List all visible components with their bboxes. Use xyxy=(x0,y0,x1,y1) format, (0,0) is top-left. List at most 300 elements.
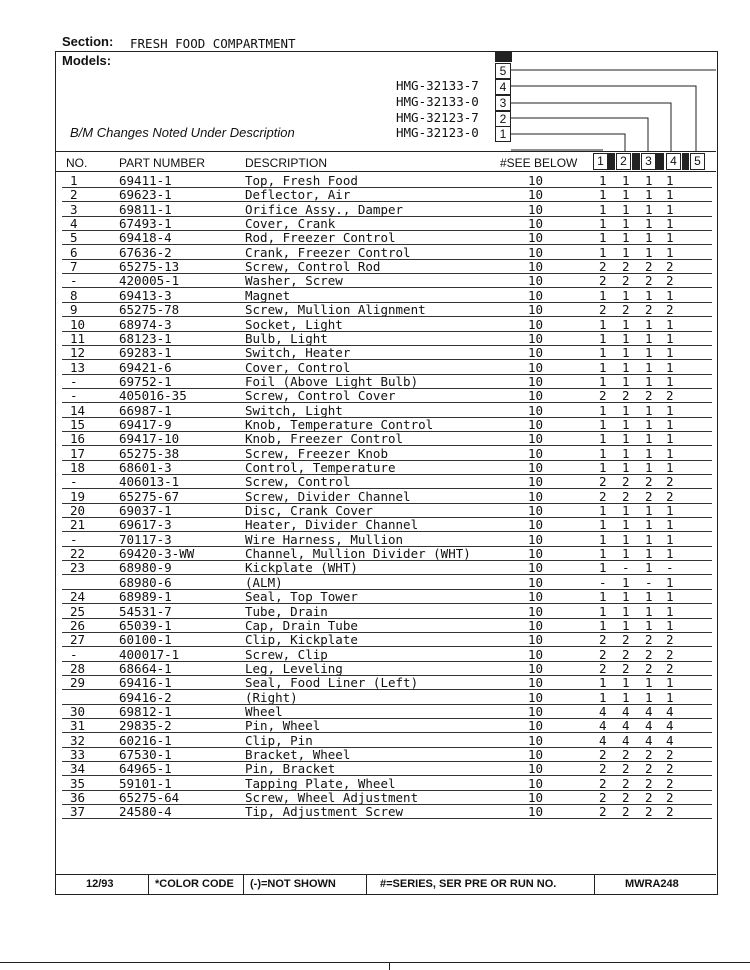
row-qty-model-1: 1 xyxy=(599,316,607,332)
row-qty-model-1: 1 xyxy=(599,187,607,203)
table-row xyxy=(0,762,750,776)
page-bottom-rule xyxy=(0,962,750,963)
row-part-number: 54531-7 xyxy=(119,603,172,619)
row-part-number: 67493-1 xyxy=(119,216,172,232)
row-no: 15 xyxy=(70,416,86,432)
table-row xyxy=(0,389,750,403)
row-qty-model-1: 2 xyxy=(599,474,607,490)
row-qty-model-4: 1 xyxy=(666,345,674,361)
table-row xyxy=(0,231,750,245)
row-qty-model-3: 2 xyxy=(645,632,653,648)
table-row xyxy=(0,274,750,288)
row-description: Seal, Food Liner (Left) xyxy=(245,675,419,691)
model-box-2: 2 xyxy=(495,111,511,127)
row-see-below: 10 xyxy=(528,761,544,777)
row-part-number: 66987-1 xyxy=(119,402,172,418)
table-row xyxy=(0,805,750,819)
row-qty-model-2: 1 xyxy=(622,416,630,432)
row-qty-model-2: 2 xyxy=(622,775,630,791)
row-part-number: 65275-13 xyxy=(119,259,180,275)
row-qty-model-3: 2 xyxy=(645,804,653,820)
table-row xyxy=(0,605,750,619)
row-qty-model-3: 4 xyxy=(645,718,653,734)
row-qty-model-4: - xyxy=(666,560,674,576)
row-qty-model-1: 2 xyxy=(599,660,607,676)
row-see-below: 10 xyxy=(528,603,544,619)
row-qty-model-2: 1 xyxy=(622,244,630,260)
row-see-below: 10 xyxy=(528,287,544,303)
row-see-below: 10 xyxy=(528,259,544,275)
row-description: Screw, Wheel Adjustment xyxy=(245,790,419,806)
table-row xyxy=(0,432,750,446)
table-row xyxy=(0,332,750,346)
row-no: 11 xyxy=(70,330,86,346)
footer-date: 12/93 xyxy=(86,878,114,890)
row-qty-model-4: 2 xyxy=(666,474,674,490)
row-qty-model-1: 1 xyxy=(599,431,607,447)
row-qty-model-2: 4 xyxy=(622,703,630,719)
row-part-number: 60100-1 xyxy=(119,632,172,648)
table-row xyxy=(0,791,750,805)
row-description: Wire Harness, Mullion xyxy=(245,531,404,547)
table-row xyxy=(0,619,750,633)
row-no: 12 xyxy=(70,345,86,361)
row-no: 16 xyxy=(70,431,86,447)
table-row xyxy=(0,504,750,518)
table-row xyxy=(0,174,750,188)
row-no: - xyxy=(70,388,78,404)
row-qty-model-4: 1 xyxy=(666,503,674,519)
row-no: 13 xyxy=(70,359,86,375)
row-part-number: 69413-3 xyxy=(119,287,172,303)
row-description: Socket, Light xyxy=(245,316,343,332)
row-qty-model-2: 1 xyxy=(622,546,630,562)
header-divider-block xyxy=(656,153,664,170)
row-qty-model-3: - xyxy=(645,574,653,590)
row-see-below: 10 xyxy=(528,689,544,705)
row-qty-model-4: 1 xyxy=(666,373,674,389)
row-qty-model-2: 2 xyxy=(622,488,630,504)
row-see-below: 10 xyxy=(528,402,544,418)
model-name: HMG-32133-0 xyxy=(396,94,479,109)
row-qty-model-2: 2 xyxy=(622,259,630,275)
row-qty-model-2: 4 xyxy=(622,718,630,734)
row-qty-model-3: 1 xyxy=(645,546,653,562)
row-see-below: 10 xyxy=(528,718,544,734)
row-qty-model-3: 1 xyxy=(645,173,653,188)
table-row xyxy=(0,217,750,231)
row-qty-model-3: 1 xyxy=(645,689,653,705)
row-qty-model-2: 1 xyxy=(622,675,630,691)
row-qty-model-3: 1 xyxy=(645,287,653,303)
table-row xyxy=(0,590,750,604)
row-no: 25 xyxy=(70,603,86,619)
row-no: 21 xyxy=(70,517,86,533)
row-description: Screw, Control Cover xyxy=(245,388,396,404)
footer-color-code: *COLOR CODE xyxy=(155,878,234,890)
row-qty-model-1: 1 xyxy=(599,560,607,576)
row-qty-model-2: 1 xyxy=(622,373,630,389)
model-box-5: 5 xyxy=(495,63,511,79)
row-qty-model-2: 1 xyxy=(622,517,630,533)
row-qty-model-1: 1 xyxy=(599,517,607,533)
model-name: HMG-32123-7 xyxy=(396,110,479,125)
row-qty-model-2: 1 xyxy=(622,316,630,332)
row-qty-model-3: 2 xyxy=(645,775,653,791)
row-no: 3 xyxy=(70,201,78,217)
row-qty-model-1: 2 xyxy=(599,488,607,504)
row-see-below: 10 xyxy=(528,388,544,404)
row-see-below: 10 xyxy=(528,173,544,188)
row-part-number: 69420-3-WW xyxy=(119,546,195,562)
row-qty-model-1: 2 xyxy=(599,775,607,791)
row-qty-model-1: 2 xyxy=(599,273,607,289)
bm-note: B/M Changes Noted Under Description xyxy=(70,125,295,140)
row-qty-model-1: 1 xyxy=(599,460,607,475)
row-description: Channel, Mullion Divider (WHT) xyxy=(245,546,471,562)
row-qty-model-4: 2 xyxy=(666,761,674,777)
row-qty-model-3: 2 xyxy=(645,388,653,404)
row-qty-model-3: 4 xyxy=(645,703,653,719)
row-qty-model-2: 1 xyxy=(622,431,630,447)
table-row xyxy=(0,648,750,662)
row-description: Cover, Crank xyxy=(245,216,336,232)
row-qty-model-2: 1 xyxy=(622,345,630,361)
row-description: Screw, Freezer Knob xyxy=(245,445,388,461)
row-part-number: 68123-1 xyxy=(119,330,172,346)
row-description: Switch, Heater xyxy=(245,345,351,361)
row-part-number: 69416-2 xyxy=(119,689,172,705)
row-see-below: 10 xyxy=(528,431,544,447)
row-part-number: 69283-1 xyxy=(119,345,172,361)
row-qty-model-2: 2 xyxy=(622,632,630,648)
row-qty-model-2: 2 xyxy=(622,388,630,404)
row-qty-model-4: 1 xyxy=(666,244,674,260)
row-qty-model-2: 1 xyxy=(622,603,630,619)
row-see-below: 10 xyxy=(528,187,544,203)
row-qty-model-3: 2 xyxy=(645,747,653,762)
row-qty-model-3: 1 xyxy=(645,345,653,361)
header-divider-block xyxy=(632,153,640,170)
row-qty-model-4: 2 xyxy=(666,632,674,648)
row-qty-model-3: 1 xyxy=(645,560,653,576)
row-qty-model-3: 2 xyxy=(645,790,653,806)
table-row xyxy=(0,404,750,418)
row-no: 37 xyxy=(70,804,86,820)
row-part-number: 68664-1 xyxy=(119,660,172,676)
col-model-3-header: 3 xyxy=(641,153,656,170)
model-box-4: 4 xyxy=(495,79,511,95)
row-part-number: 69623-1 xyxy=(119,187,172,203)
row-no: 10 xyxy=(70,316,86,332)
row-part-number: 68989-1 xyxy=(119,589,172,605)
row-qty-model-1: 2 xyxy=(599,302,607,318)
row-qty-model-2: - xyxy=(622,560,630,576)
row-description: Bulb, Light xyxy=(245,330,328,346)
row-qty-model-4: 2 xyxy=(666,775,674,791)
row-see-below: 10 xyxy=(528,503,544,519)
row-qty-model-2: 2 xyxy=(622,660,630,676)
row-description: Cover, Control xyxy=(245,359,351,375)
col-model-2-header: 2 xyxy=(616,153,631,170)
row-qty-model-2: 1 xyxy=(622,187,630,203)
row-see-below: 10 xyxy=(528,302,544,318)
table-row xyxy=(0,260,750,274)
row-see-below: 10 xyxy=(528,474,544,490)
row-see-below: 10 xyxy=(528,560,544,576)
row-part-number: 405016-35 xyxy=(119,388,187,404)
row-qty-model-4: 1 xyxy=(666,431,674,447)
table-row xyxy=(0,303,750,317)
row-no: 28 xyxy=(70,660,86,676)
row-part-number: 29835-2 xyxy=(119,718,172,734)
row-qty-model-4: 1 xyxy=(666,173,674,188)
row-qty-model-1: 1 xyxy=(599,216,607,232)
row-see-below: 10 xyxy=(528,747,544,762)
row-qty-model-1: 1 xyxy=(599,617,607,633)
row-qty-model-4: 1 xyxy=(666,330,674,346)
row-no: 8 xyxy=(70,287,78,303)
row-qty-model-2: 2 xyxy=(622,646,630,662)
row-see-below: 10 xyxy=(528,775,544,791)
row-no: 2 xyxy=(70,187,78,203)
row-see-below: 10 xyxy=(528,216,544,232)
row-see-below: 10 xyxy=(528,517,544,533)
row-qty-model-3: 1 xyxy=(645,359,653,375)
row-qty-model-2: 1 xyxy=(622,216,630,232)
row-qty-model-3: 1 xyxy=(645,216,653,232)
row-part-number: 69418-4 xyxy=(119,230,172,246)
row-description: Seal, Top Tower xyxy=(245,589,358,605)
models-label: Models: xyxy=(62,53,112,68)
row-description: Knob, Temperature Control xyxy=(245,416,434,432)
row-qty-model-4: 1 xyxy=(666,416,674,432)
table-row xyxy=(0,289,750,303)
row-qty-model-3: 2 xyxy=(645,273,653,289)
row-qty-model-3: 1 xyxy=(645,230,653,246)
table-row xyxy=(0,518,750,532)
row-qty-model-2: 1 xyxy=(622,230,630,246)
col-see-header: #SEE BELOW xyxy=(500,156,578,170)
row-qty-model-4: 1 xyxy=(666,603,674,619)
row-see-below: 10 xyxy=(528,345,544,361)
row-qty-model-4: 1 xyxy=(666,517,674,533)
row-qty-model-2: 1 xyxy=(622,287,630,303)
row-description: Tapping Plate, Wheel xyxy=(245,775,396,791)
row-qty-model-3: 2 xyxy=(645,761,653,777)
row-description: Rod, Freezer Control xyxy=(245,230,396,246)
model-name: HMG-32123-0 xyxy=(396,125,479,140)
row-qty-model-3: 1 xyxy=(645,460,653,475)
row-qty-model-4: 1 xyxy=(666,287,674,303)
row-description: Top, Fresh Food xyxy=(245,173,358,188)
row-qty-model-4: 2 xyxy=(666,790,674,806)
table-row xyxy=(0,447,750,461)
row-qty-model-1: - xyxy=(599,574,607,590)
row-rule xyxy=(62,818,712,819)
row-no: 22 xyxy=(70,546,86,562)
footer-code: MWRA248 xyxy=(625,878,679,890)
row-see-below: 10 xyxy=(528,445,544,461)
row-no: 19 xyxy=(70,488,86,504)
model-name: HMG-32133-7 xyxy=(396,78,479,93)
table-row xyxy=(0,490,750,504)
row-part-number: 67530-1 xyxy=(119,747,172,762)
row-qty-model-4: 1 xyxy=(666,617,674,633)
row-qty-model-3: 2 xyxy=(645,474,653,490)
row-qty-model-4: 1 xyxy=(666,201,674,217)
row-qty-model-2: 1 xyxy=(622,173,630,188)
row-qty-model-4: 2 xyxy=(666,804,674,820)
col-no-header: NO. xyxy=(66,156,88,170)
row-no: - xyxy=(70,646,78,662)
row-qty-model-2: 2 xyxy=(622,474,630,490)
row-qty-model-1: 1 xyxy=(599,546,607,562)
row-description: Washer, Screw xyxy=(245,273,343,289)
row-qty-model-1: 1 xyxy=(599,330,607,346)
row-description: Heater, Divider Channel xyxy=(245,517,419,533)
row-description: Pin, Wheel xyxy=(245,718,321,734)
row-qty-model-2: 2 xyxy=(622,804,630,820)
row-part-number: 69037-1 xyxy=(119,503,172,519)
row-qty-model-2: 1 xyxy=(622,617,630,633)
row-part-number: 65039-1 xyxy=(119,617,172,633)
row-description: Magnet xyxy=(245,287,291,303)
row-qty-model-1: 1 xyxy=(599,373,607,389)
row-qty-model-4: 2 xyxy=(666,259,674,275)
row-see-below: 10 xyxy=(528,244,544,260)
header-divider-block xyxy=(682,153,689,170)
table-row xyxy=(0,576,750,590)
row-no: 31 xyxy=(70,718,86,734)
table-row xyxy=(0,533,750,547)
row-qty-model-3: 1 xyxy=(645,675,653,691)
row-qty-model-4: 1 xyxy=(666,460,674,475)
row-description: Pin, Bracket xyxy=(245,761,336,777)
row-qty-model-2: 1 xyxy=(622,359,630,375)
row-see-below: 10 xyxy=(528,201,544,217)
col-model-1-header: 1 xyxy=(593,153,608,170)
row-qty-model-4: 2 xyxy=(666,660,674,676)
row-description: Control, Temperature xyxy=(245,460,396,475)
row-no: 5 xyxy=(70,230,78,246)
row-qty-model-2: 1 xyxy=(622,460,630,475)
row-part-number: 68601-3 xyxy=(119,460,172,475)
row-qty-model-3: 1 xyxy=(645,431,653,447)
table-row xyxy=(0,777,750,791)
footer-divider xyxy=(243,874,244,894)
row-part-number: 400017-1 xyxy=(119,646,180,662)
row-qty-model-3: 2 xyxy=(645,259,653,275)
row-see-below: 10 xyxy=(528,632,544,648)
model-box-3: 3 xyxy=(495,95,511,111)
row-qty-model-3: 1 xyxy=(645,589,653,605)
row-description: Orifice Assy., Damper xyxy=(245,201,404,217)
row-qty-model-2: 2 xyxy=(622,747,630,762)
row-qty-model-3: 2 xyxy=(645,302,653,318)
row-part-number: 59101-1 xyxy=(119,775,172,791)
row-description: Leg, Leveling xyxy=(245,660,343,676)
row-qty-model-1: 1 xyxy=(599,531,607,547)
row-no: 27 xyxy=(70,632,86,648)
row-part-number: 65275-78 xyxy=(119,302,180,318)
row-qty-model-4: 1 xyxy=(666,574,674,590)
row-see-below: 10 xyxy=(528,804,544,820)
row-qty-model-3: 1 xyxy=(645,373,653,389)
row-qty-model-1: 1 xyxy=(599,689,607,705)
row-no: 4 xyxy=(70,216,78,232)
row-part-number: 69812-1 xyxy=(119,703,172,719)
row-qty-model-3: 1 xyxy=(645,316,653,332)
row-part-number: 69421-6 xyxy=(119,359,172,375)
row-qty-model-4: 1 xyxy=(666,531,674,547)
row-part-number: 69811-1 xyxy=(119,201,172,217)
row-description: Tip, Adjustment Screw xyxy=(245,804,404,820)
row-part-number: 67636-2 xyxy=(119,244,172,260)
row-see-below: 10 xyxy=(528,273,544,289)
row-qty-model-3: 1 xyxy=(645,603,653,619)
row-qty-model-2: 1 xyxy=(622,445,630,461)
row-qty-model-2: 2 xyxy=(622,761,630,777)
row-part-number: 69411-1 xyxy=(119,173,172,188)
row-description: Disc, Crank Cover xyxy=(245,503,373,519)
header-top-rule xyxy=(56,151,716,152)
table-row xyxy=(0,318,750,332)
footer-series: #=SERIES, SER PRE OR RUN NO. xyxy=(380,878,557,890)
col-model-5-header: 5 xyxy=(690,153,705,170)
row-qty-model-4: 1 xyxy=(666,187,674,203)
table-row xyxy=(0,346,750,360)
row-part-number: 406013-1 xyxy=(119,474,180,490)
row-see-below: 10 xyxy=(528,546,544,562)
row-qty-model-1: 1 xyxy=(599,230,607,246)
row-description: Screw, Control xyxy=(245,474,351,490)
table-row xyxy=(0,719,750,733)
row-qty-model-1: 1 xyxy=(599,244,607,260)
row-part-number: 65275-38 xyxy=(119,445,180,461)
row-qty-model-3: 2 xyxy=(645,488,653,504)
row-no: 9 xyxy=(70,302,78,318)
table-row xyxy=(0,633,750,647)
row-qty-model-1: 4 xyxy=(599,732,607,748)
row-qty-model-1: 2 xyxy=(599,804,607,820)
row-qty-model-1: 2 xyxy=(599,747,607,762)
table-row xyxy=(0,691,750,705)
row-part-number: 70117-3 xyxy=(119,531,172,547)
row-qty-model-3: 1 xyxy=(645,187,653,203)
row-see-below: 10 xyxy=(528,230,544,246)
row-see-below: 10 xyxy=(528,574,544,590)
row-qty-model-1: 1 xyxy=(599,589,607,605)
row-see-below: 10 xyxy=(528,589,544,605)
row-see-below: 10 xyxy=(528,488,544,504)
row-qty-model-2: 1 xyxy=(622,201,630,217)
row-see-below: 10 xyxy=(528,790,544,806)
row-description: Switch, Light xyxy=(245,402,343,418)
row-qty-model-1: 1 xyxy=(599,675,607,691)
row-description: Bracket, Wheel xyxy=(245,747,351,762)
row-qty-model-3: 1 xyxy=(645,330,653,346)
row-qty-model-1: 2 xyxy=(599,259,607,275)
footer-top-rule xyxy=(56,874,716,875)
row-description: Crank, Freezer Control xyxy=(245,244,411,260)
table-row xyxy=(0,662,750,676)
table-row xyxy=(0,375,750,389)
row-qty-model-3: 1 xyxy=(645,416,653,432)
table-row xyxy=(0,547,750,561)
row-part-number: 60216-1 xyxy=(119,732,172,748)
row-qty-model-2: 2 xyxy=(622,790,630,806)
